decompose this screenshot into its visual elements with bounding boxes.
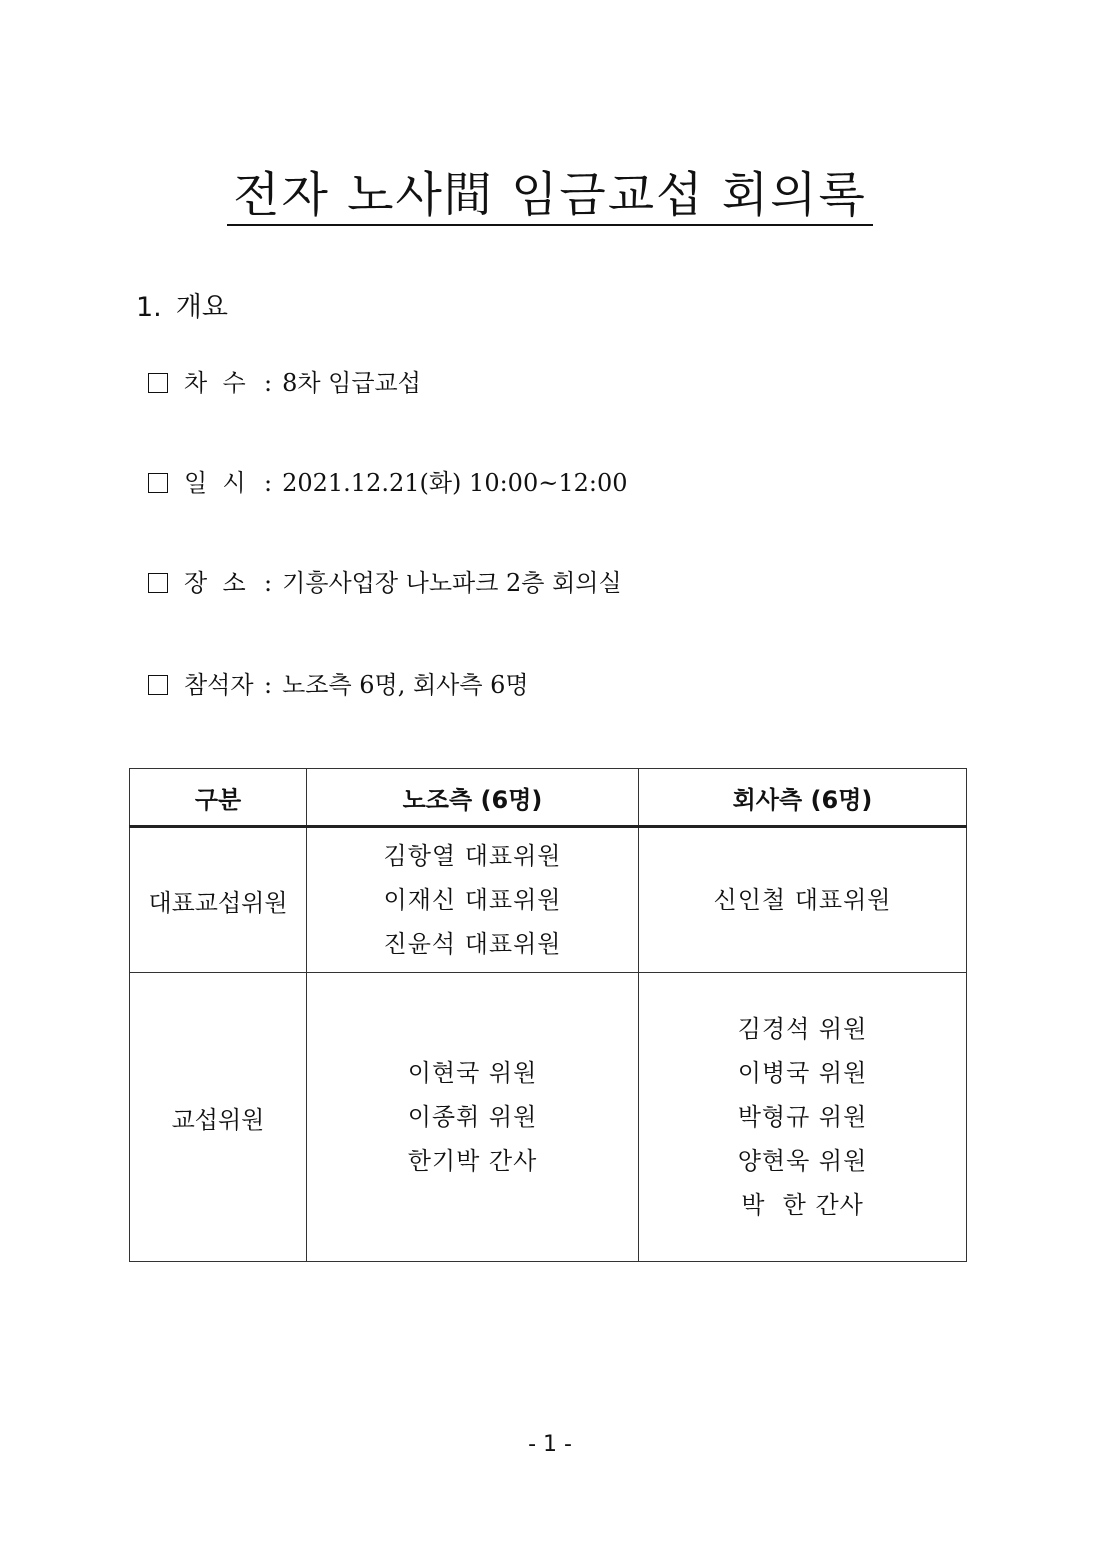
header-category: 구분 — [130, 769, 307, 827]
item-label: 장 소 — [184, 569, 246, 597]
checkbox-square-icon — [148, 373, 168, 393]
member-name: 양현욱 위원 — [737, 1147, 868, 1175]
header-union: 노조측 (6명) — [307, 769, 639, 827]
company-members-cell — [639, 973, 967, 1262]
overview-item-location — [148, 566, 622, 600]
union-members-cell — [307, 827, 639, 973]
section-heading — [136, 288, 228, 328]
member-name: 한기박 간사 — [407, 1147, 538, 1175]
document-title — [0, 160, 1100, 230]
attendee-table — [129, 768, 967, 1262]
member-name: 이재신 대표위원 — [383, 886, 562, 914]
table-row — [130, 827, 967, 973]
header-company: 회사측 (6명) — [639, 769, 967, 827]
document-title-text: 전자 노사間 임금교섭 회의록 — [227, 166, 873, 226]
page-number: - 1 - — [528, 1432, 572, 1457]
company-members-cell — [639, 827, 967, 973]
checkbox-square-icon — [148, 473, 168, 493]
member-name: 이종휘 위원 — [407, 1103, 538, 1131]
section-number: 1. — [136, 292, 162, 323]
colon: : — [264, 369, 273, 397]
overview-item-session — [148, 366, 421, 400]
member-name: 신인철 대표위원 — [713, 886, 892, 914]
item-label: 참석자 — [184, 671, 254, 699]
table-row — [130, 973, 967, 1262]
member-name: 김항열 대표위원 — [383, 842, 562, 870]
row-category: 교섭위원 — [130, 973, 307, 1262]
checkbox-square-icon — [148, 675, 168, 695]
row-category: 대표교섭위원 — [130, 827, 307, 973]
item-value: 노조측 6명, 회사측 6명 — [282, 671, 529, 699]
item-value: 2021.12.21(화) 10:00~12:00 — [282, 469, 628, 497]
overview-item-datetime — [148, 466, 628, 500]
colon: : — [264, 469, 273, 497]
member-name: 진윤석 대표위원 — [383, 930, 562, 958]
overview-item-attendees — [148, 668, 529, 702]
member-name: 이병국 위원 — [737, 1059, 868, 1087]
item-value: 8차 임급교섭 — [282, 369, 421, 397]
section-title: 개요 — [175, 292, 228, 323]
item-label: 일 시 — [184, 469, 246, 497]
union-members-cell — [307, 973, 639, 1262]
member-name: 박형규 위원 — [737, 1103, 868, 1131]
checkbox-square-icon — [148, 573, 168, 593]
colon: : — [264, 569, 273, 597]
table-header-row — [130, 769, 967, 827]
member-name: 김경석 위원 — [737, 1015, 868, 1043]
member-name: 박 한 간사 — [741, 1191, 864, 1219]
colon: : — [264, 671, 273, 699]
item-value: 기흥사업장 나노파크 2층 회의실 — [282, 569, 622, 597]
member-name: 이현국 위원 — [407, 1059, 538, 1087]
item-label: 차 수 — [184, 369, 246, 397]
